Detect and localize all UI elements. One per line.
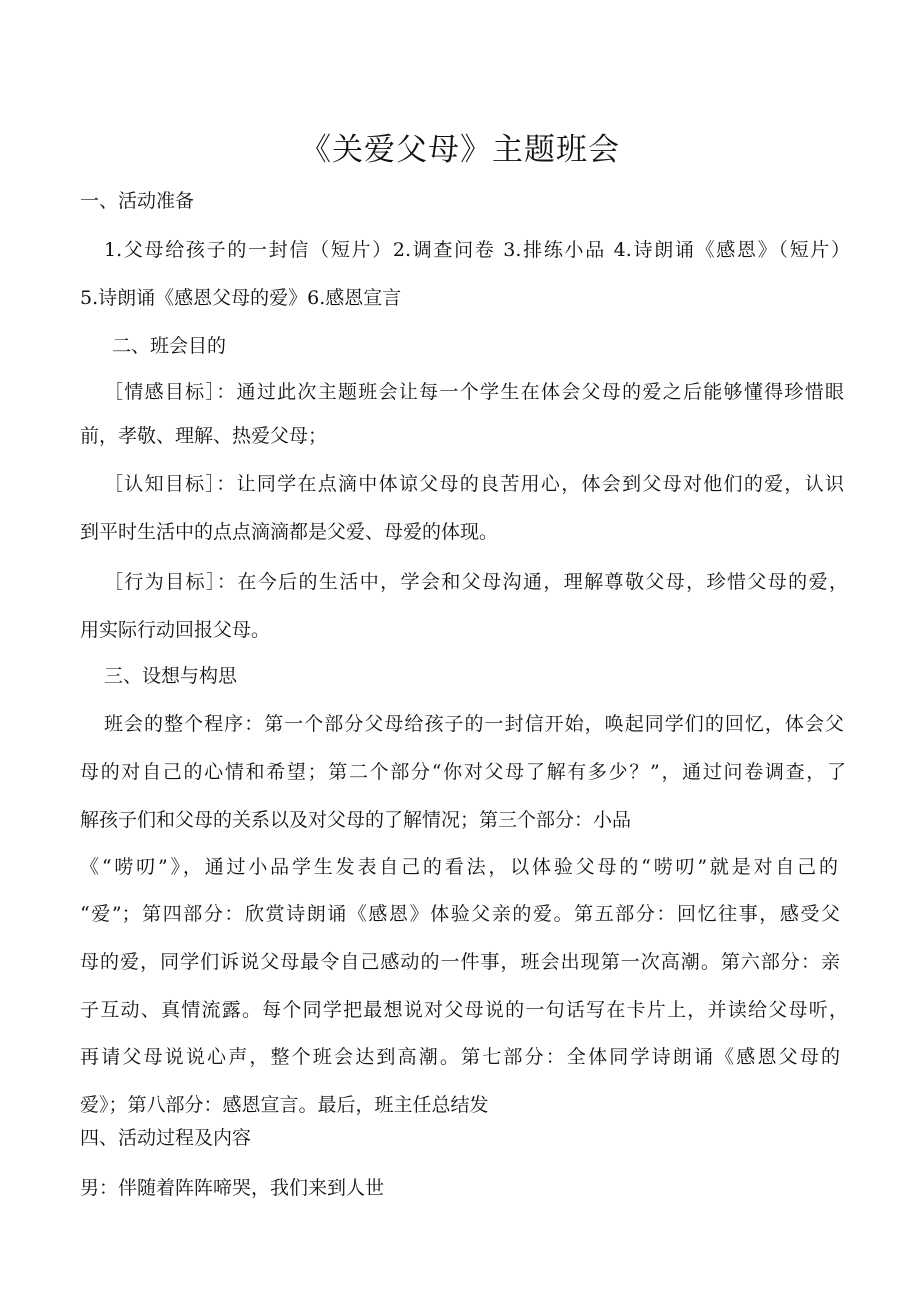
concept-line: 班会的整个程序：第一个部分父母给孩子的一封信开始，唤起同学们的回忆，体会父	[104, 713, 844, 735]
behavior-goal-line: 用实际行动回报父母。	[80, 619, 271, 641]
section-heading-purpose: 二、班会目的	[112, 335, 227, 357]
concept-line: 爱》；第八部分：感恩宣言。最后，班主任总结发	[80, 1094, 489, 1116]
concept-line: “爱”；第四部分：欣赏诗朗诵《感恩》体验父亲的爱。第五部分：回忆往事，感受父	[80, 903, 840, 925]
document-title: 《关爱父母》主题班会	[300, 132, 620, 168]
concept-line: 母的对自己的心情和希望；第二个部分“你对父母了解有多少？”，通过问卷调查，了	[80, 761, 846, 783]
concept-line: 子互动、真情流露。每个同学把最想说对父母说的一句话写在卡片上，并读给父母听，	[80, 999, 848, 1021]
concept-line: 再请父母说说心声，整个班会达到高潮。第七部分：全体同学诗朗诵《感恩父母的	[80, 1046, 840, 1068]
emotion-goal-line: 前，孝敬、理解、热爱父母；	[80, 425, 328, 447]
concept-line: 解孩子们和父母的关系以及对父母的了解情况；第三个部分：小品	[80, 809, 632, 831]
prep-line: 1.父母给孩子的一封信（短片）2.调查问卷 3.排练小品 4.诗朗诵《感恩》（短片）	[104, 239, 850, 261]
cognition-goal-line: ［认知目标］：让同学在点滴中体谅父母的良苦用心，体会到父母对他们的爱，认识	[104, 473, 844, 495]
emotion-goal-line: ［情感目标］：通过此次主题班会让每一个学生在体会父母的爱之后能够懂得珍惜眼	[104, 381, 844, 403]
process-line: 男：伴随着阵阵啼哭，我们来到人世	[80, 1177, 385, 1199]
behavior-goal-line: ［行为目标］：在今后的生活中，学会和父母沟通，理解尊敬父母，珍惜父母的爱，	[104, 571, 848, 593]
prep-line: 5.诗朗诵《感恩父母的爱》6.感恩宣言	[80, 287, 402, 309]
section-heading-concept: 三、设想与构思	[104, 665, 238, 687]
section-heading-process: 四、活动过程及内容	[80, 1127, 252, 1149]
concept-line: 母的爱，同学们诉说父母最令自己感动的一件事，班会出现第一次高潮。第六部分：亲	[80, 951, 840, 973]
section-heading-prep: 一、活动准备	[80, 190, 195, 212]
cognition-goal-line: 到平时生活中的点点滴滴都是父爱、母爱的体现。	[80, 521, 499, 543]
concept-line: 《“唠叨”》，通过小品学生发表自己的看法，以体验父母的“唠叨”就是对自己的	[80, 856, 838, 878]
